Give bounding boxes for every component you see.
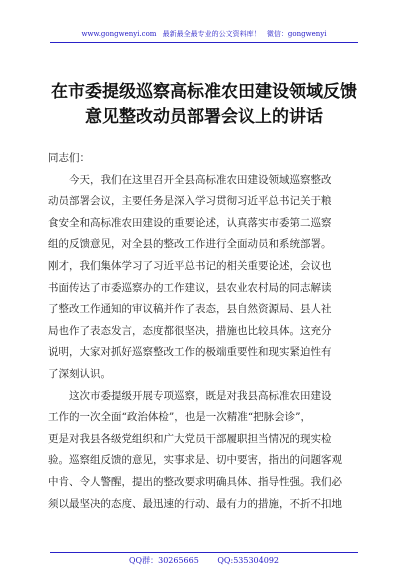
document-body bbox=[48, 148, 362, 515]
header-slogan: 最新最全最专业的公文资料库！ bbox=[162, 30, 261, 38]
body-line: 了深刻认识。 bbox=[48, 367, 111, 380]
body-line: 今天，我们在这里召开全县高标准农田建设领域巡察整改 bbox=[69, 173, 332, 186]
footer-qq: QQ:535304092 bbox=[217, 556, 279, 565]
body-line: 须以最坚决的态度、最迅速的行动、最有力的措施，不折不扣地 bbox=[48, 497, 342, 510]
body-line: 中肯、令人警醒，提出的整改要求明确具体、指导性强。我们必 bbox=[48, 475, 342, 488]
body-line: 说明，大家对抓好巡察整改工作的极端重要性和现实紧迫性有 bbox=[48, 346, 332, 359]
body-line: 局也作了表态发言，态度都很坚决，措施也比较具体。这充分 bbox=[48, 324, 332, 337]
document-title bbox=[40, 80, 368, 130]
header-website[interactable]: www.gongwenyi.com bbox=[81, 30, 157, 38]
body-line: 食安全和高标准农田建设的重要论述，认真落实市委第二巡察 bbox=[48, 216, 332, 229]
header-wechat: 微信：gongwenyi bbox=[266, 30, 327, 38]
body-line: 了整改工作通知的审议稿并作了表态，县自然资源局、县人社 bbox=[48, 303, 332, 316]
footer-qq-group: QQ群：30265665 bbox=[128, 556, 199, 565]
footer-banner bbox=[0, 556, 408, 566]
salutation: 同志们： bbox=[48, 152, 90, 164]
title-line-2: 意见整改动员部署会议上的讲话 bbox=[85, 107, 323, 127]
footer-rule bbox=[50, 552, 358, 553]
body-line: 工作的一次全面“政治体检”，也是一次精准“把脉会诊”， bbox=[48, 411, 311, 424]
body-line: 动员部署会议，主要任务是深入学习贯彻习近平总书记关于粮 bbox=[48, 195, 332, 208]
body-line: 书面传达了市委巡察办的工作建议，县农业农村局的同志解读 bbox=[48, 281, 332, 294]
header-rule bbox=[50, 42, 358, 43]
body-line: 这次市委提级开展专项巡察，既是对我县高标准农田建设 bbox=[69, 389, 332, 402]
body-line: 验。巡察组反馈的意见，实事求是、切中要害，指出的问题客观 bbox=[48, 454, 342, 467]
body-line: 更是对我县各级党组织和广大党员干部履职担当情况的现实检 bbox=[48, 432, 332, 445]
title-line-1: 在市委提级巡察高标准农田建设领域反馈 bbox=[51, 82, 357, 102]
body-line: 组的反馈意见，对全县的整改工作进行全面动员和系统部署。 bbox=[48, 238, 332, 251]
body-line: 刚才，我们集体学习了习近平总书记的相关重要论述，会议也 bbox=[48, 259, 332, 272]
header-banner bbox=[0, 30, 408, 39]
